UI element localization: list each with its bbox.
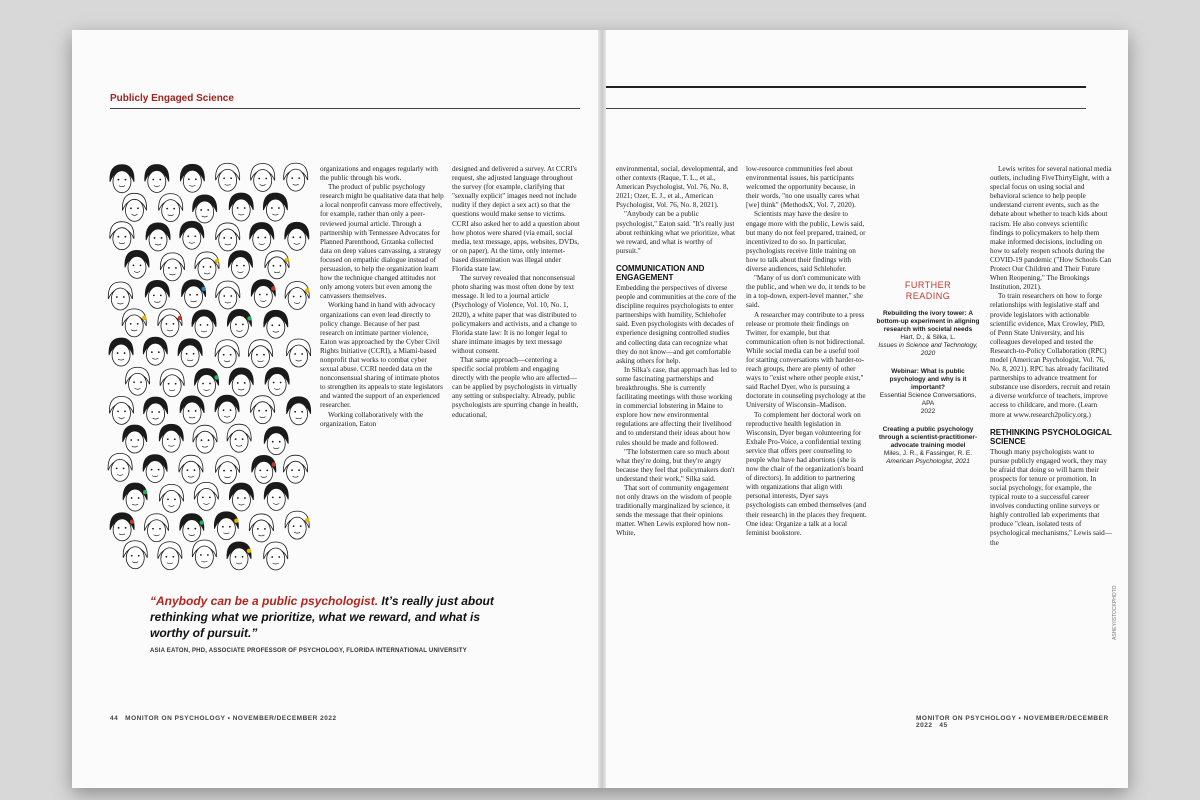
- further-reading-item[interactable]: [874, 310, 982, 358]
- face-drawing: [264, 482, 288, 510]
- right-column-3: [990, 165, 1112, 548]
- reading-source: 2022: [920, 408, 936, 415]
- face-drawing: [179, 455, 203, 483]
- reading-source: American Psychologist, 2021: [886, 458, 970, 465]
- reading-author: Hart, D., & Silka, L.: [900, 334, 956, 341]
- face-drawing: [145, 165, 169, 193]
- face-drawing: [123, 425, 147, 453]
- face-drawing: [263, 193, 287, 221]
- face-drawing: [285, 281, 309, 309]
- body-paragraph: Though many psychologists want to pursue publicly engaged work, they may be afraid that doing so will harm their prospects for tenure or promotion. In social psychology, for example, the typical route to a successful career involves conducting online surveys or highly controlled lab experiments that produce "clean, isolated tests of psychological mechanisms," Lewis said—the: [990, 447, 1112, 547]
- header-rule-right: [606, 108, 1086, 109]
- photo-credit: ASHEY/ISTOCKPHOTO: [1112, 585, 1118, 640]
- body-paragraph: A researcher may contribute to a press release or promote their findings on Twitter, for example, but that communication often is not bidirectional. While social media can be a useful tool for starting conversations with harder-to-reach groups, there are plenty of other ways to "exist where other people exist," said Rachel Dyer, who is pursuing a doctorate in counseling psychology at the University of Wisconsin–Madison.: [746, 310, 866, 410]
- face-drawing: [264, 427, 288, 455]
- right-folio: [916, 715, 1128, 729]
- face-drawing: [123, 483, 147, 511]
- right-folio-text: MONITOR ON PSYCHOLOGY • NOVEMBER/DECEMBER 2022: [916, 715, 1109, 729]
- face-drawing: [252, 455, 276, 483]
- face-drawing: [194, 368, 218, 396]
- further-reading-box: [874, 280, 982, 476]
- body-paragraph: designed and delivered a survey. At CCRI's request, she adjusted language throughout the survey (for example, clarifying that "sexually explicit" images need not include nudity if they depict a sex act) so that the questions would make sense to victims. CCRI also asked her to add a question about how photos were shared (via email, social media, text message, apps, websites, DVDs, or on paper). At the time, only internet-based dissemination was illegal under Florida state law.: [452, 165, 580, 274]
- face-drawing: [192, 540, 216, 568]
- face-drawing: [193, 195, 217, 223]
- body-paragraph: Working hand in hand with advocacy organizations can even lead directly to policy change. Because of her past research on intimate partner violence, Eaton was approached by the Cyber Civil Rights Initiative (CCRI), a Miami-based nonprofit that works to combat cyber sexual abuse. CCRI needed data on the nonconsensual sharing of intimate photos to strengthen its appeals to state legislators and wanted the support of an experienced researcher.: [320, 301, 443, 410]
- further-reading-title-1: FURTHER: [904, 280, 952, 290]
- body-paragraph: Embedding the perspectives of diverse people and communities at the core of the discipline requires psychologists to enter partnerships with humility, Schlehofer said. Even psychologists with decades of experience designing controlled studies and collecting data can recognize what they do not know—and get comfortable asking others for help.: [616, 283, 737, 365]
- further-reading-item[interactable]: [874, 368, 982, 416]
- reading-title: Rebuilding the ivory tower: A bottom-up experiment in aligning research with societal needs: [876, 310, 980, 333]
- body-paragraph: The product of public psychology research might be qualitative data that help a local nonprofit canvass more effectively, for example, rather than only a peer-reviewed journal article. Through a partnership with Tennessee Advocates for Planned Parenthood, Grzanka collected data on deep values canvassing, a strategy focused on empathic dialogue instead of persuasion, to help the organization learn how the technique changed attitudes not only among voters but even among the canvassers themselves.: [320, 183, 444, 301]
- left-folio-text: MONITOR ON PSYCHOLOGY • NOVEMBER/DECEMBER 2022: [125, 715, 337, 722]
- reading-author: Miles, J. R., & Fassinger, R. E.: [883, 450, 973, 457]
- face-drawing: [193, 425, 217, 453]
- reading-author: Essential Science Conversations, APA: [879, 392, 977, 407]
- face-drawing: [265, 368, 289, 396]
- face-drawing: [158, 309, 182, 337]
- body-paragraph: In Silka's case, that approach has led to some fascinating partnerships and breakthroughs. She is currently facilitating meetings with those working in commercial lobstering in Maine to explore how new environmental regulations are affecting their livelihood and to understand their ideas about how rules should be made and followed.: [616, 365, 737, 447]
- face-drawing: [248, 340, 272, 368]
- face-drawing: [158, 542, 182, 570]
- further-reading-title-2: READING: [905, 291, 951, 301]
- face-drawing: [229, 368, 253, 396]
- face-drawing: [250, 222, 274, 250]
- face-drawing: [283, 455, 307, 483]
- body-paragraph: Working collaboratively with the organization, Eaton: [320, 410, 424, 428]
- face-drawing: [192, 310, 216, 338]
- body-paragraph: To complement her doctoral work on reproductive health legislation in Wisconsin, Dyer began volunteering for Exhale Pro-Voice, a confidential texting service that offers peer counseling to people who have had abortions (she is now the chair of the organization's board of directors). In addition to partnering with organizations that align with personal interests, Dyer says psychologists can embed themselves (and their research) in the places they frequent. One idea: Organize a talk at a local feminist bookstore.: [746, 410, 867, 537]
- face-drawing: [110, 222, 134, 250]
- body-paragraph: Scientists may have the desire to engage more with the public, Lewis said, but many do not feel prepared, trained, or incentivized to do so. In particular, psychologists receive little training on how to talk about their findings with diverse audiences, said Schlehofer.: [746, 210, 866, 274]
- body-paragraph: The survey revealed that nonconsensual photo sharing was most often done by text message. It led to a journal article (Psychology of Violence, Vol. 10, No. 1, 2020), a white paper that was distributed to policymakers and activists, and a change to Florida state law: It is no longer legal to share intimate images by text message without consent.: [452, 274, 577, 355]
- face-drawing: [122, 193, 146, 221]
- face-drawing: [109, 338, 133, 366]
- body-paragraph: That same approach—centering a specific social problem and engaging directly with the people who are affected—can be applied by psychologists in virtually any setting or subspecialty. Already, public psychologists are spurring change in health, educational,: [452, 355, 579, 419]
- face-drawing: [215, 456, 239, 484]
- reading-title: Webinar: What is public psychology and why is it important?: [889, 368, 967, 391]
- face-drawing: [144, 514, 168, 542]
- face-drawing: [108, 282, 132, 310]
- right-page: [606, 30, 1128, 788]
- face-drawing: [287, 339, 311, 367]
- face-drawing: [251, 163, 275, 191]
- section-heading: COMMUNICATION AND ENGAGEMENT: [616, 263, 705, 282]
- face-drawing: [194, 482, 218, 510]
- reading-source: Issues in Science and Technology, 2020: [878, 342, 978, 357]
- face-drawing: [287, 397, 311, 425]
- face-drawing: [123, 541, 147, 569]
- left-page: [72, 30, 599, 788]
- face-drawing: [214, 512, 238, 540]
- pull-quote: [150, 593, 506, 641]
- face-drawing: [227, 424, 251, 452]
- face-drawing: [109, 396, 133, 424]
- face-drawing: [285, 222, 309, 250]
- face-drawing: [182, 280, 206, 308]
- body-paragraph: Lewis writes for several national media outlets, including FiveThirtyEight, with a special focus on using social and behavioral science to help people understand current events, such as the debate about whether to teach kids about racism. He also conveys scientific findings to policymakers to help them make informed decisions, including on how to safely reopen schools during the COVID-19 pandemic ("How Schools Can Protect Our Children and Their Future When Reopening," The Brookings Institution, 2021).: [990, 165, 1112, 292]
- body-paragraph: organizations and engages regularly with the public through his work.: [320, 165, 439, 183]
- face-drawing: [229, 483, 253, 511]
- face-drawing: [251, 280, 275, 308]
- body-paragraph: "The lobstermen care so much about what they're doing, but they're angry because they feel that policymakers don't understand their work," Silka said.: [616, 447, 735, 483]
- gutter: [598, 30, 606, 788]
- further-reading-title: [874, 280, 982, 302]
- face-drawing: [228, 251, 252, 279]
- section-heading: RETHINKING PSYCHOLOGICAL SCIENCE: [990, 427, 1112, 446]
- face-drawing: [180, 221, 204, 249]
- section-label: Publicly Engaged Science: [110, 93, 234, 104]
- face-drawing: [227, 542, 251, 570]
- face-drawing: [215, 340, 239, 368]
- face-drawing: [216, 281, 240, 309]
- body-paragraph: low-resource communities feel about environmental issues, his participants welcomed the opportunity because, in their words, "no one usually cares what [we] think" (MethodsX, Vol. 7, 2020).: [746, 165, 860, 210]
- face-drawing: [251, 396, 275, 424]
- right-page-number: 45: [939, 722, 948, 729]
- face-drawing: [264, 542, 288, 570]
- face-drawing: [215, 395, 239, 423]
- further-reading-item[interactable]: [874, 426, 982, 466]
- face-drawing: [284, 163, 308, 191]
- face-drawing: [159, 194, 183, 222]
- pull-quote-accent: “Anybody can be a public psychologist.: [150, 594, 379, 608]
- magazine-spread: [72, 30, 1128, 788]
- face-drawing: [145, 280, 169, 308]
- face-drawing: [110, 513, 134, 541]
- face-drawing: [227, 309, 251, 337]
- face-drawing: [122, 309, 146, 337]
- reading-title: Creating a public psychology through a scientist-practitioner-advocate training model: [878, 426, 978, 449]
- body-paragraph: "Many of us don't communicate with the public, and when we do, it tends to be in a top-down, expert-level manner," she said.: [746, 274, 866, 310]
- crowd-of-faces-illustration: [102, 160, 314, 580]
- face-drawing: [160, 369, 184, 397]
- face-drawing: [125, 367, 149, 395]
- right-column-1: [616, 165, 738, 539]
- face-drawing: [178, 339, 202, 367]
- face-drawing: [195, 252, 219, 280]
- face-drawing: [146, 223, 170, 251]
- face-drawing: [265, 251, 289, 279]
- face-drawing: [159, 484, 183, 512]
- face-drawing: [144, 397, 168, 425]
- left-page-number: 44: [110, 715, 119, 722]
- left-column-2: [452, 165, 580, 420]
- pull-quote-rest: It’s really just about rethinking what we prioritize, what we reward, and what is worthy of pursuit.”: [150, 594, 494, 640]
- face-drawing: [264, 310, 288, 338]
- face-drawing: [180, 164, 204, 192]
- face-drawing: [285, 511, 309, 539]
- top-rule: [606, 86, 1086, 88]
- face-drawing: [110, 165, 134, 193]
- left-folio: [110, 715, 337, 722]
- face-drawing: [249, 514, 273, 542]
- face-drawing: [180, 514, 204, 542]
- face-drawing: [143, 337, 167, 365]
- face-drawing: [160, 253, 184, 281]
- body-paragraph: "Anybody can be a public psychologist," Eaton said. "It's really just about rethinking what we prioritize, what we reward, and what is worthy of pursuit.": [616, 210, 735, 255]
- body-paragraph: environmental, social, developmental, and other contexts (Raque, T. L., et al., American Psychologist, Vol. 76, No. 8, 2021; Ozer, E. J., et al., American Psychologist, Vol. 76, No. 8, 2021).: [616, 165, 738, 210]
- face-drawing: [180, 396, 204, 424]
- face-drawing: [216, 223, 240, 251]
- body-paragraph: To train researchers on how to forge relationships with legislative staff and provide legislators with actionable scientific evidence, Max Crowley, PhD, of Penn State University, and his colleagues developed and tested the Research-to-Policy Collaboration (RPC) model (American Psychologist, Vol. 76, No. 8, 2021). RPC has already facilitated partnerships to advance treatment for substance use disorders, recruit and retain a diverse workforce of teachers, improve access to childcare, and more. (Learn more at www.research2policy.org.): [990, 292, 1111, 419]
- face-drawing: [216, 163, 240, 191]
- face-drawing: [108, 453, 132, 481]
- face-drawing: [229, 193, 253, 221]
- right-column-2: [746, 165, 868, 538]
- body-paragraph: That sort of community engagement not only draws on the wisdom of people traditionally marginalized by science, it sends the message that their opinions matter. When Lewis explored how non-White,: [616, 484, 732, 538]
- header-rule: [110, 108, 580, 109]
- pull-quote-attribution: ASIA EATON, PHD, ASSOCIATE PROFESSOR OF PSYCHOLOGY, FLORIDA INTERNATIONAL UNIVERSITY: [150, 648, 467, 654]
- left-column-1: [320, 165, 444, 429]
- face-drawing: [143, 455, 167, 483]
- face-drawing: [125, 250, 149, 278]
- face-drawing: [159, 424, 183, 452]
